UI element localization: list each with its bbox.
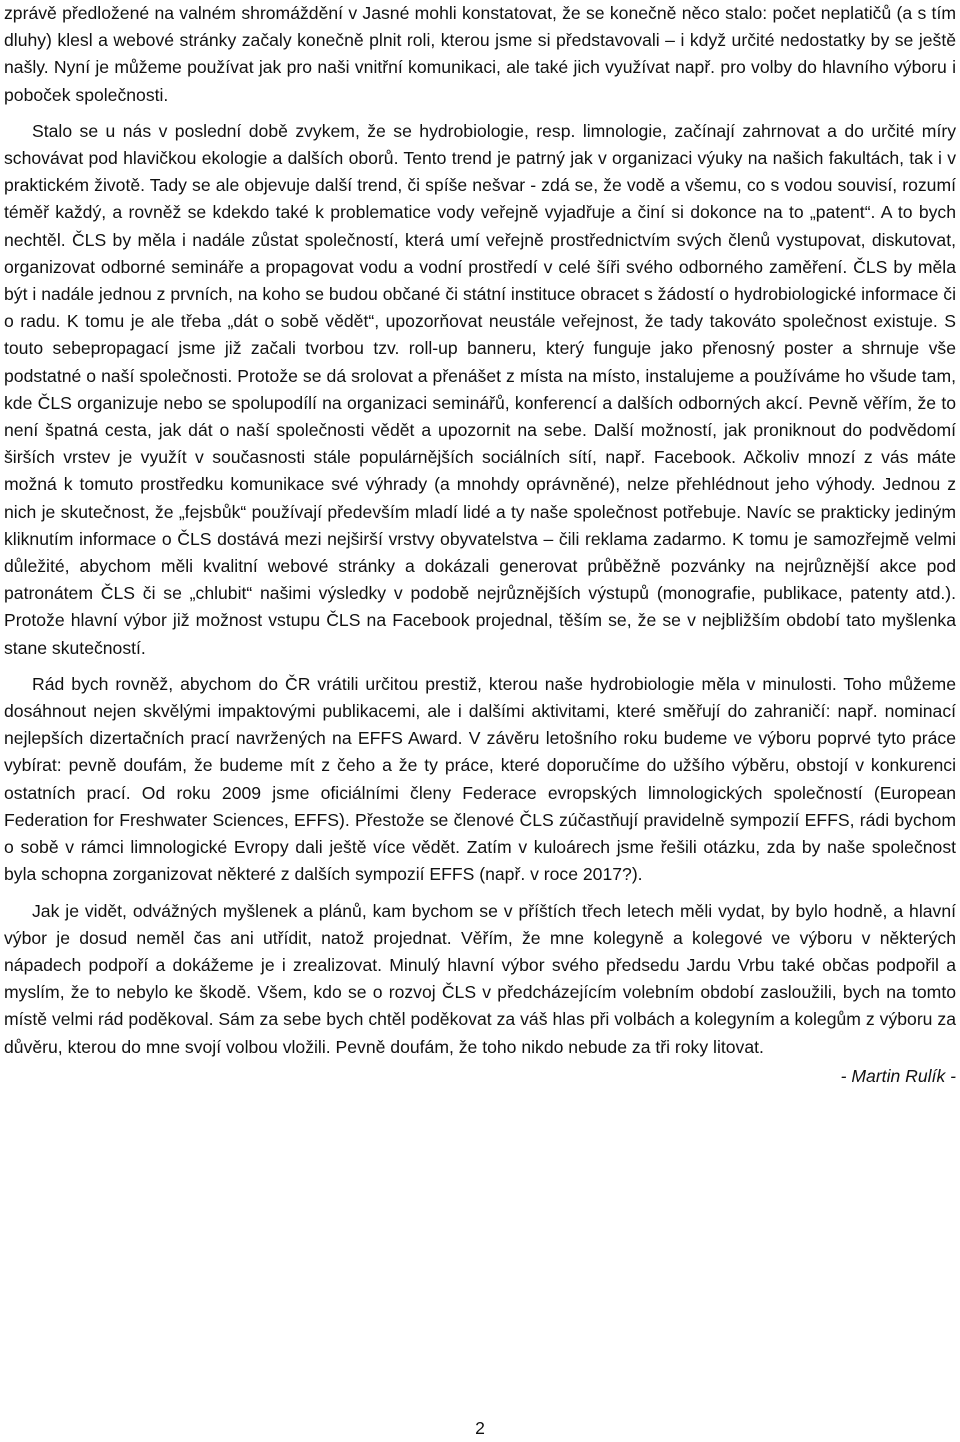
paragraph-closing-thanks: Jak je vidět, odvážných myšlenek a plánů, kam bychom se v příštích třech letech měli vydat, by bylo hodně, a hlavní výbor je dosud neměl čas ani utřídit, natož projednat. Věřím, že mne kolegyně a kolegové ve výboru v některých nápadech podpoří a dokážeme je i zrealizovat. Minulý hlavní výbor svého předsedu Jardu Vrbu také občas podpořil a myslím, že to nebylo ke škodě. Všem, kdo se o rozvoj ČLS v předcházejícím volebním období zasloužili, bych na tomto místě velmi rád poděkoval. Sám za sebe bych chtěl poděkovat za váš hlas při volbách a kolegyním a kolegům z výboru za důvěru, kterou do mne svojí volbou vložili. Pevně doufám, že toho nikdo nebude za tři roky litovat. [4, 900, 956, 1057]
author-signature: - Martin Rulík - [840, 1065, 956, 1086]
paragraph-membership-and-website: zprávě předložené na valném shromáždění v Jasné mohli konstatovat, že se konečně něco stalo: počet neplatičů (a s tím dluhy) klesl a webové stránky začaly konečně plnit roli, kterou jsme si představovali – i když určité nedostatky by se ještě našly. Nyní je můžeme používat jak pro naši vnitřní komunikaci, ale také jich využívat např. pro volby do hlavního výboru i poboček společnosti. [4, 3, 956, 105]
page-number: 2 [475, 1418, 485, 1438]
paragraph-international-prestige: Rád bych rovněž, abychom do ČR vrátili určitou prestiž, kterou naše hydrobiologie měla v minulosti. Toho můžeme dosáhnout nejen skvělými impaktovými publikacemi, ale i dalšími aktivitami, které směřují do zahraničí: např. nominací nejlepších dizertačních prací navržených na EFFS Award. V závěru letošního roku budeme ve výboru poprvé tyto práce vybírat: pevně doufám, že budeme mít z čeho a že ty práce, které doporučíme do užšího výběru, obstojí v konkurenci ostatních prací. Od roku 2009 jsme oficiálními členy Federace evropských limnologických společností (European Federation for Freshwater Sciences, EFFS). Přestože se členové ČLS zúčastňují pravidelně sympozií EFFS, rádi bychom o sobě v rámci limnologické Evropy dali ještě více vědět. Zatím v kuloárech jsme řešili otázku, zda by naše společnost byla schopna zorganizovat některé z dalších sympozií EFFS (např. v roce 2017?). [4, 673, 956, 885]
document-page [4, 0, 956, 1090]
paragraph-public-presence: Stalo se u nás v poslední době zvykem, že se hydrobiologie, resp. limnologie, začínají zahrnovat a do určité míry schovávat pod hlavičkou ekologie a dalších oborů. Tento trend je patrný jak v organizaci výuky na našich fakultách, tak i v praktickém životě. Tady se ale objevuje další trend, či spíše nešvar - zdá se, že vodě a všemu, co s vodou souvisí, rozumí téměř každý, a rovněž se kdekdo také k problematice vody veřejně vyjadřuje a činí si dokonce na to „patent“. A to bych nechtěl. ČLS by měla i nadále zůstat společností, která umí veřejně prostřednictvím svých členů vystupovat, diskutovat, organizovat odborné semináře a propagovat vodu a vodní prostředí v celé šíři svého odborného zaměření. ČLS by měla být i nadále jednou z prvních, na koho se budou občané či státní instituce obracet s žádostí o hydrobiologické informace či o radu. K tomu je ale třeba „dát o sobě vědět“, upozorňovat neustále veřejnost, že tady takováto společnost existuje. S touto sebepropagací jsme již začali tvorbou tzv. roll-up banneru, který funguje jako přenosný poster a shrnuje vše podstatné o naší společnosti. Protože se dá srolovat a přenášet z místa na místo, instalujeme a používáme ho všude tam, kde ČLS organizuje nebo se spolupodílí na organizaci seminářů, konferencí a dalších odborných akcí. Pevně věřím, že to není špatná cesta, jak dát o naší společnosti vědět a upozornit na sebe. Další možností, jak proniknout do podvědomí širších vrstev je využít v současnosti stále populárnějších sociálních sítí, např. Facebook. Ačkoliv mnozí z vás máte možná k tomuto prostředku komunikace své výhrady (a mnohdy oprávněné), nelze přehlédnout jeho výhody. Jednou z nich je skutečnost, že „fejsbůk“ používají především mladí lidé a ty naše společnost potřebuje. Navíc se prakticky jediným kliknutím informace o ČLS dostává mezi nejširší vrstvy obyvatelstva – čili reklama zadarmo. K tomu je samozřejmě velmi důležité, abychom měli kvalitní webové stránky a dokázali generovat průběžně pozvánky na nejrůznější akce pod patronátem ČLS či se „chlubit“ našimi výsledky v podobě nejrůznějších výstupů (monografie, publikace, patenty atd.). Protože hlavní výbor již možnost vstupu ČLS na Facebook projednal, těším se, že se v nejbližším období tato myšlenka stane skutečností. [4, 120, 956, 658]
